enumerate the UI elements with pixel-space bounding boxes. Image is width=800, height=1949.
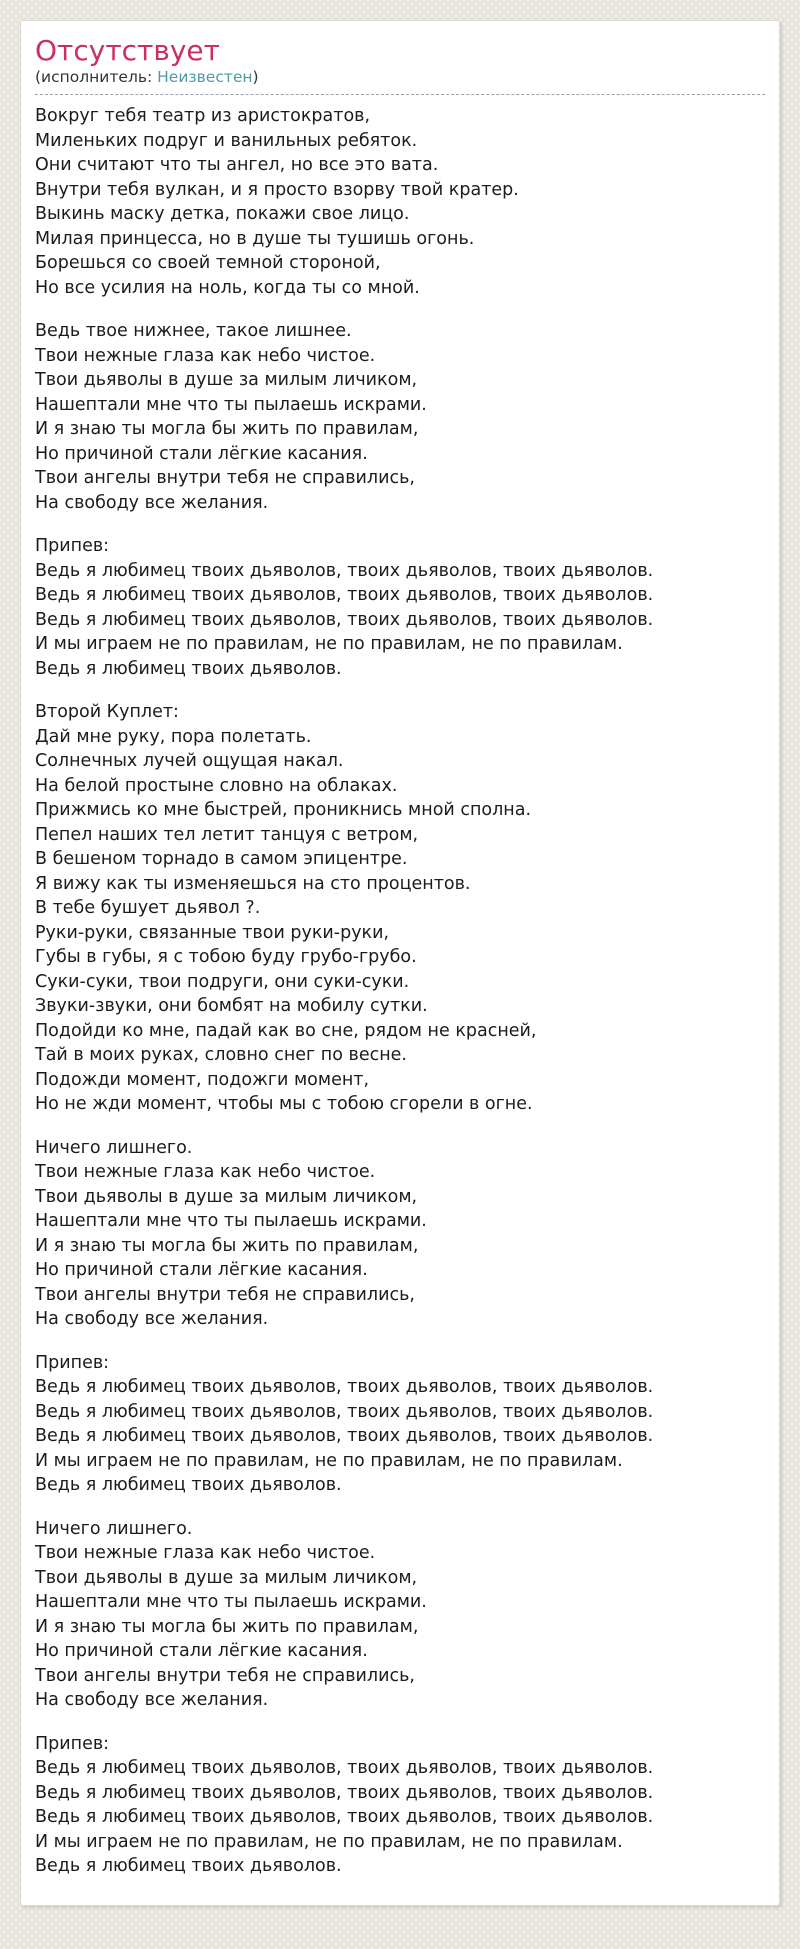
stanza [35, 534, 765, 681]
lyric-line: Руки-руки, связанные твои руки-руки, [35, 922, 390, 943]
lyric-line: И мы играем не по правилам, не по правилам, не по правилам. [35, 1831, 623, 1852]
lyric-line: Миленьких подруг и ванильных ребяток. [35, 130, 418, 151]
lyric-line: Припев: [35, 1352, 110, 1373]
song-title: Отсутствует [35, 34, 220, 67]
lyric-line: На белой простыне словно на облаках. [35, 775, 398, 796]
lyric-line: Губы в губы, я с тобою буду грубо-грубо. [35, 947, 417, 968]
lyric-line: Подожди момент, подожги момент, [35, 1069, 370, 1090]
lyric-line: Припев: [35, 536, 110, 557]
artist-line [35, 67, 765, 95]
lyric-line: Нашептали мне что ты пылаешь искрами. [35, 1592, 427, 1613]
lyric-line: Ведь я любимец твоих дьяволов, твоих дьяволов, твоих дьяволов. [35, 585, 654, 606]
lyric-line: Ведь я любимец твоих дьяволов, твоих дьяволов, твоих дьяволов. [35, 1758, 654, 1779]
lyric-line: Ведь я любимец твоих дьяволов, твоих дьяволов, твоих дьяволов. [35, 1401, 654, 1422]
artist-label-suffix: ) [252, 68, 259, 87]
lyric-line: Твои нежные глаза как небо чистое. [35, 1162, 376, 1183]
lyrics-card [20, 20, 780, 1906]
lyric-line: Ничего лишнего. [35, 1137, 193, 1158]
stanza [35, 319, 765, 515]
lyric-line: Нашептали мне что ты пылаешь искрами. [35, 1211, 427, 1232]
lyric-line: Ведь твое нижнее, такое лишнее. [35, 321, 352, 342]
lyric-line: Ведь я любимец твоих дьяволов, твоих дьяволов, твоих дьяволов. [35, 1426, 654, 1447]
stanza [35, 104, 765, 300]
lyric-line: В бешеном торнадо в самом эпицентре. [35, 849, 408, 870]
lyric-line: Ведь я любимец твоих дьяволов, твоих дьяволов, твоих дьяволов. [35, 1782, 654, 1803]
lyric-line: Милая принцесса, но в душе ты тушишь огонь. [35, 228, 475, 249]
lyric-line: Нашептали мне что ты пылаешь искрами. [35, 394, 427, 415]
lyric-line: Но все усилия на ноль, когда ты со мной. [35, 277, 420, 298]
lyric-line: Вокруг тебя театр из аристократов, [35, 106, 371, 127]
lyric-line: Твои дьяволы в душе за милым личиком, [35, 370, 418, 391]
lyric-line: И я знаю ты могла бы жить по правилам, [35, 1616, 419, 1637]
lyric-line: Ведь я любимец твоих дьяволов, твоих дьяволов, твоих дьяволов. [35, 1377, 654, 1398]
lyric-line: И мы играем не по правилам, не по правилам, не по правилам. [35, 634, 623, 655]
lyric-line: На свободу все желания. [35, 1309, 269, 1330]
lyric-line: На свободу все желания. [35, 1690, 269, 1711]
lyric-line: Ведь я любимец твоих дьяволов, твоих дьяволов, твоих дьяволов. [35, 560, 654, 581]
stanza [35, 1517, 765, 1713]
lyric-line: Внутри тебя вулкан, и я просто взорву твой кратер. [35, 179, 519, 200]
stanza [35, 700, 765, 1117]
lyric-line: Но причиной стали лёгкие касания. [35, 443, 368, 464]
lyric-line: Прижмись ко мне быстрей, проникнись мной сполна. [35, 800, 532, 821]
lyric-line: Солнечных лучей ощущая накал. [35, 751, 344, 772]
lyric-line: Я вижу как ты изменяешься на сто процентов. [35, 873, 471, 894]
lyric-line: В тебе бушует дьявол ?. [35, 898, 261, 919]
lyric-line: Выкинь маску детка, покажи свое лицо. [35, 204, 410, 225]
lyric-line: И мы играем не по правилам, не по правилам, не по правилам. [35, 1450, 623, 1471]
lyric-line: Твои нежные глаза как небо чистое. [35, 1543, 376, 1564]
lyric-line: Но причиной стали лёгкие касания. [35, 1641, 368, 1662]
lyric-line: Припев: [35, 1733, 110, 1754]
lyric-line: Но причиной стали лёгкие касания. [35, 1260, 368, 1281]
lyric-line: Ведь я любимец твоих дьяволов. [35, 1856, 342, 1877]
lyric-line: Тай в моих руках, словно снег по весне. [35, 1045, 407, 1066]
lyric-line: Суки-суки, твои подруги, они суки-суки. [35, 971, 410, 992]
lyric-line: Они считают что ты ангел, но все это вата. [35, 155, 439, 176]
lyric-line: Но не жди момент, чтобы мы с тобою сгорели в огне. [35, 1094, 533, 1115]
lyric-line: На свободу все желания. [35, 492, 269, 513]
lyric-line: Подойди ко мне, падай как во сне, рядом не красней, [35, 1020, 537, 1041]
lyric-line: И я знаю ты могла бы жить по правилам, [35, 1235, 419, 1256]
stanza [35, 1136, 765, 1332]
lyric-line: Твои ангелы внутри тебя не справились, [35, 1665, 415, 1686]
lyric-line: И я знаю ты могла бы жить по правилам, [35, 419, 419, 440]
lyric-line: Ничего лишнего. [35, 1518, 193, 1539]
lyric-line: Ведь я любимец твоих дьяволов, твоих дьяволов, твоих дьяволов. [35, 609, 654, 630]
artist-link[interactable]: Неизвестен [157, 68, 253, 87]
lyric-line: Твои ангелы внутри тебя не справились, [35, 1284, 415, 1305]
stanza [35, 1732, 765, 1879]
lyric-line: Звуки-звуки, они бомбят на мобилу сутки. [35, 996, 428, 1017]
lyric-line: Дай мне руку, пора полетать. [35, 726, 312, 747]
stanza [35, 1351, 765, 1498]
lyric-line: Борешься со своей темной стороной, [35, 253, 381, 274]
lyric-line: Ведь я любимец твоих дьяволов, твоих дьяволов, твоих дьяволов. [35, 1807, 654, 1828]
lyric-line: Ведь я любимец твоих дьяволов. [35, 658, 342, 679]
lyric-line: Пепел наших тел летит танцуя с ветром, [35, 824, 419, 845]
lyrics-text [35, 104, 765, 1879]
artist-label-prefix: (исполнитель: [35, 68, 158, 87]
lyric-line: Ведь я любимец твоих дьяволов. [35, 1475, 342, 1496]
lyric-line: Твои нежные глаза как небо чистое. [35, 345, 376, 366]
lyric-line: Твои дьяволы в душе за милым личиком, [35, 1186, 418, 1207]
lyric-line: Твои ангелы внутри тебя не справились, [35, 468, 415, 489]
lyric-line: Второй Куплет: [35, 702, 179, 723]
lyric-line: Твои дьяволы в душе за милым личиком, [35, 1567, 418, 1588]
